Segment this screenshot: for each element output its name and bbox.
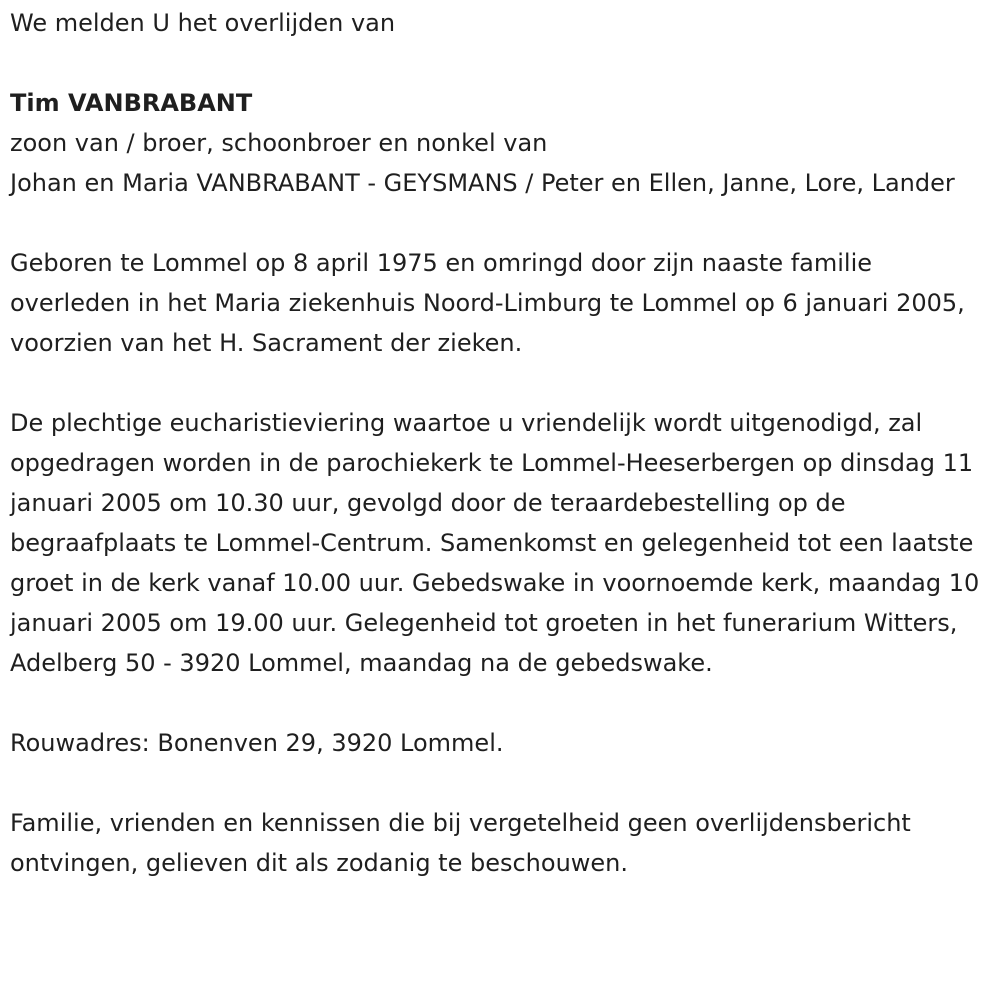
intro-text: We melden U het overlijden van	[10, 9, 396, 37]
birth-death-paragraph: Geboren te Lommel op 8 april 1975 en omringd door zijn naaste familie overleden in het Maria ziekenhuis Noord-Limburg te Lommel op 6 januari 2005, voorzien van het H. Sacrament der zieken.	[10, 249, 965, 357]
spacer	[10, 43, 992, 83]
spacer	[10, 203, 992, 243]
obituary-notice	[10, 3, 992, 883]
family-names: Johan en Maria VANBRABANT - GEYSMANS / Peter en Ellen, Janne, Lore, Lander	[10, 169, 955, 197]
mourning-address: Rouwadres: Bonenven 29, 3920 Lommel.	[10, 729, 504, 757]
relationship-text: zoon van / broer, schoonbroer en nonkel van	[10, 129, 548, 157]
ceremony-paragraph: De plechtige eucharistieviering waartoe u vriendelijk wordt uitgenodigd, zal opgedragen worden in de parochiekerk te Lommel-Heeserbergen op dinsdag 11 januari 2005 om 10.30 uur, gevolgd door de teraardebestelling op de begraafplaats te Lommel-Centrum. Samenkomst en gelegenheid tot een laatste groet in de kerk vanaf 10.00 uur. Gebedswake in voornoemde kerk, maandag 10 januari 2005 om 19.00 uur. Gelegenheid tot groeten in het funerarium Witters, Adelberg 50 - 3920 Lommel, maandag na de gebedswake.	[10, 409, 980, 677]
deceased-name: Tim VANBRABANT	[10, 89, 253, 117]
closing-paragraph: Familie, vrienden en kennissen die bij vergetelheid geen overlijdensbericht ontvingen, gelieven dit als zodanig te beschouwen.	[10, 809, 911, 877]
